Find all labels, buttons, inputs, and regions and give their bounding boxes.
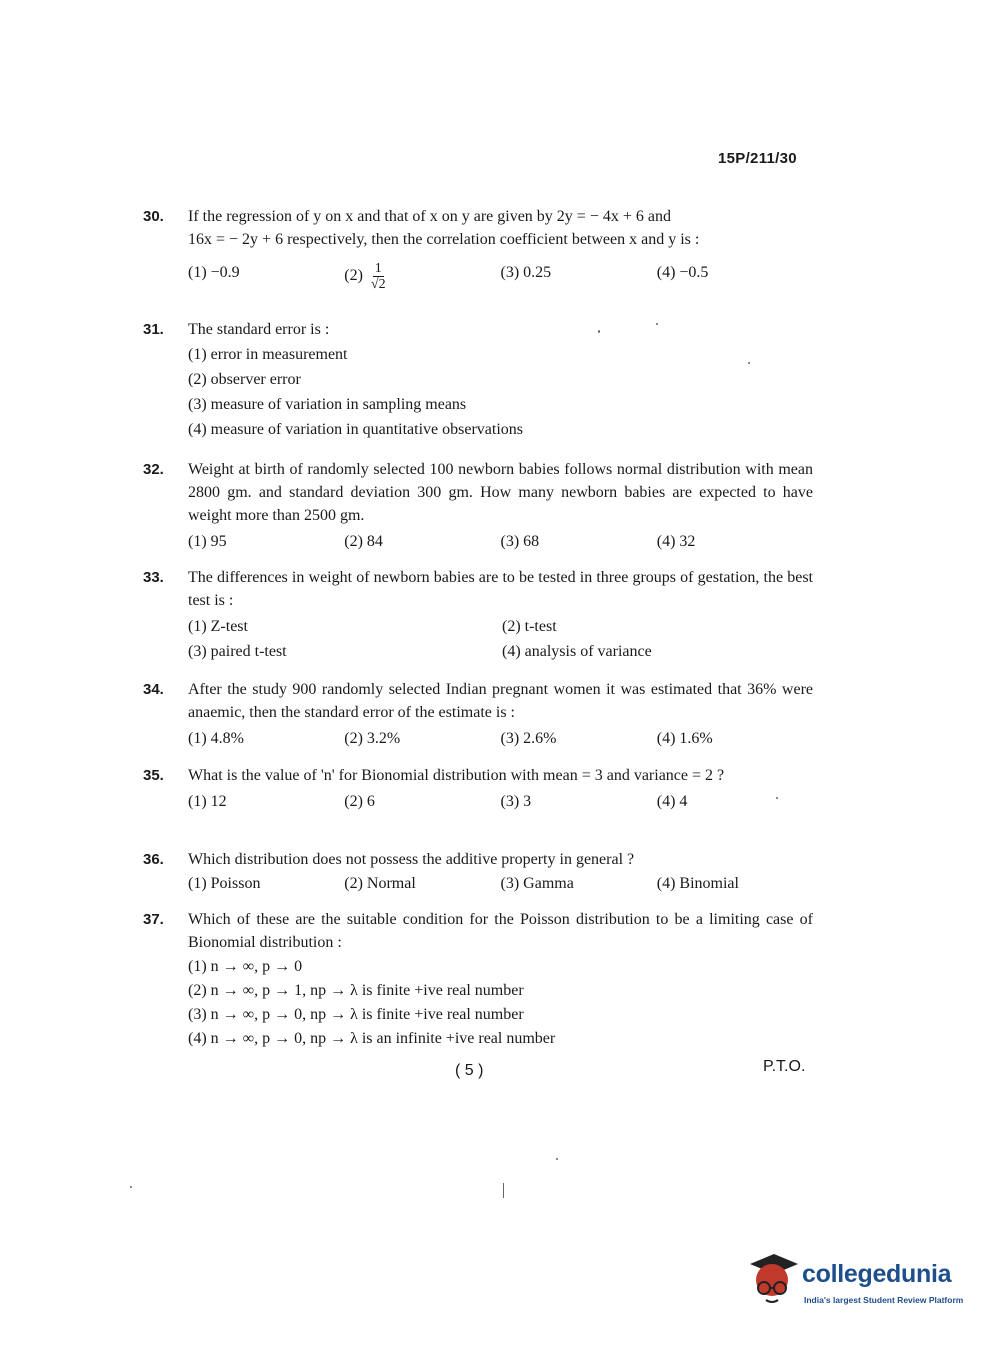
- option-1: (1) Z-test: [188, 618, 248, 635]
- question-30: [143, 205, 813, 292]
- option-4: (4) 4: [656, 793, 688, 810]
- question-number: 31.: [143, 321, 164, 338]
- option-4: (4) measure of variation in quantitative observations: [188, 421, 524, 438]
- question-number: 34.: [143, 681, 164, 698]
- question-text: If the regression of y on x and that of x on y are given by 2y = − 4x + 6 and 16x = − 2y + 6 respectively, then the correlation coefficient between x and y is :: [188, 208, 700, 248]
- pto-label: P.T.O.: [763, 1058, 806, 1075]
- option-2: (2) t-test: [502, 618, 557, 635]
- scan-speck: [556, 1158, 558, 1160]
- question-number: 36.: [143, 851, 164, 868]
- option-1: (1) −0.9: [188, 264, 240, 281]
- paper-code: 15P/211/30: [718, 150, 797, 167]
- option-3: (3) paired t-test: [188, 643, 287, 660]
- scan-speck: [656, 323, 658, 325]
- option-3: (3) Gamma: [500, 875, 574, 892]
- option-3: (3) 2.6%: [500, 730, 557, 747]
- question-34: [143, 678, 813, 750]
- option-4: (4) −0.5: [656, 264, 709, 281]
- question-36: [143, 848, 813, 895]
- option-2: (2) n → ∞, p → 1, np → λ is finite +ive real number: [188, 982, 524, 999]
- option-3: (3) measure of variation in sampling means: [188, 396, 467, 413]
- option-2: (2) 3.2%: [344, 730, 401, 747]
- question-37: [143, 908, 813, 1051]
- option-4: (4) n → ∞, p → 0, np → λ is an infinite +ive real number: [188, 1030, 556, 1047]
- question-number: 33.: [143, 569, 164, 586]
- option-2: (2) $\frac{1}{√2}$: [344, 261, 386, 292]
- question-text: Weight at birth of randomly selected 100 newborn babies follows normal distribution with mean 2800 gm. and standard deviation 300 gm. How many newborn babies are expected to have weight more than 2500 gm.: [188, 461, 813, 524]
- option-3: (3) n → ∞, p → 0, np → λ is finite +ive real number: [188, 1006, 524, 1023]
- option-4: (4) 32: [656, 533, 696, 550]
- scan-speck: [503, 1183, 504, 1198]
- option-1: (1) 95: [188, 533, 227, 550]
- question-number: 37.: [143, 911, 164, 928]
- option-3: (3) 0.25: [500, 264, 552, 281]
- question-33: [143, 566, 813, 663]
- collegedunia-logo: [744, 1252, 974, 1312]
- scan-speck: [748, 362, 750, 364]
- question-text: Which of these are the suitable condition for the Poisson distribution to be a limiting case of Bionomial distribution :: [188, 911, 813, 951]
- option-3: (3) 68: [500, 533, 540, 550]
- page-number: ( 5 ): [455, 1062, 484, 1079]
- question-text: Which distribution does not possess the additive property in general ?: [188, 851, 635, 868]
- scan-speck: [776, 797, 778, 799]
- fraction: $\frac{1}{√2}$: [370, 261, 386, 292]
- logo-name: collegedunia: [802, 1260, 952, 1288]
- option-2: (2) 6: [344, 793, 375, 810]
- question-35: [143, 764, 813, 813]
- question-32: [143, 458, 813, 553]
- question-text: What is the value of 'n' for Bionomial distribution with mean = 3 and variance = 2 ?: [188, 767, 725, 784]
- option-4: (4) analysis of variance: [502, 643, 652, 660]
- option-1: (1) 12: [188, 793, 227, 810]
- scan-speck: [598, 330, 600, 333]
- question-31: [143, 318, 813, 442]
- scan-speck: [130, 1186, 132, 1188]
- option-1: (1) error in measurement: [188, 346, 348, 363]
- option-3: (3) 3: [500, 793, 532, 810]
- question-text: After the study 900 randomly selected Indian pregnant women it was estimated that 36% were anaemic, then the standard error of the estimate is :: [188, 681, 813, 721]
- option-1: (1) 4.8%: [188, 730, 244, 747]
- option-2: (2) 84: [344, 533, 383, 550]
- logo-tagline: India's largest Student Review Platform: [804, 1295, 964, 1305]
- option-4: (4) Binomial: [656, 875, 739, 892]
- option-1: (1) Poisson: [188, 875, 261, 892]
- question-text: The differences in weight of newborn babies are to be tested in three groups of gestation, the best test is :: [188, 569, 813, 609]
- question-number: 30.: [143, 208, 164, 225]
- question-number: 32.: [143, 461, 164, 478]
- option-2: (2) Normal: [344, 875, 416, 892]
- mascot-icon: [744, 1252, 800, 1312]
- option-2: (2) observer error: [188, 371, 301, 388]
- question-text: The standard error is :: [188, 321, 330, 338]
- question-number: 35.: [143, 767, 164, 784]
- option-1: (1) n → ∞, p → 0: [188, 958, 303, 975]
- option-4: (4) 1.6%: [656, 730, 713, 747]
